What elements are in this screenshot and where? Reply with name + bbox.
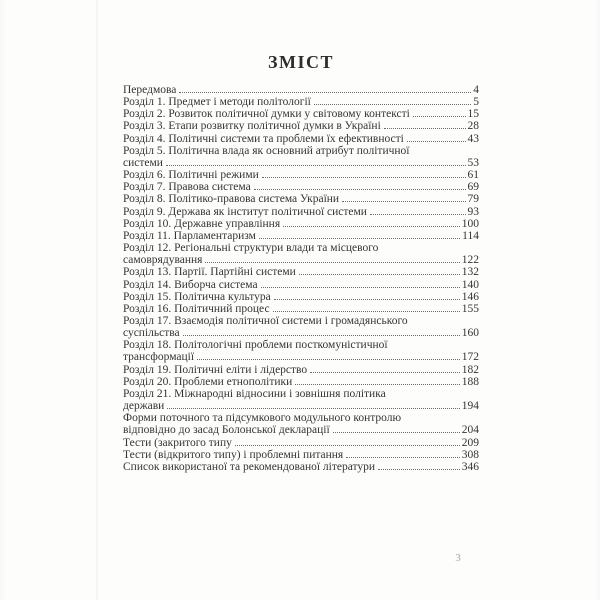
toc-entry xyxy=(123,84,479,96)
toc-entry xyxy=(123,400,479,412)
dot-leader xyxy=(274,299,460,300)
toc-entry xyxy=(123,157,479,169)
toc-entry xyxy=(123,376,479,388)
toc-entry-page: 132 xyxy=(461,266,479,279)
toc-entry-title: Розділ 7. Правова система xyxy=(123,181,251,194)
toc-entry-title: Список використаної та рекомендованої літератури xyxy=(123,460,376,473)
dot-leader xyxy=(167,408,459,409)
toc-entry-title: Розділ 13. Партії. Партійні системи xyxy=(123,266,296,279)
toc-entry-title: Розділ 17. Взаємодія політичної системи і громадянського xyxy=(123,314,408,327)
toc-entry-title: самоврядування xyxy=(123,254,203,267)
toc-entry xyxy=(123,291,479,303)
toc-entry-page: 194 xyxy=(461,400,479,413)
toc-entry-page: 43 xyxy=(467,132,479,145)
toc-entry-title: Розділ 6. Політичні режими xyxy=(123,169,259,182)
toc-entry-title: Передмова xyxy=(123,84,177,96)
toc-entry xyxy=(123,206,479,218)
toc-entry-title: Розділ 5. Політична влада як основний атрибут політичної xyxy=(123,144,410,157)
toc-entry xyxy=(123,424,479,436)
toc-entry-page: 346 xyxy=(461,460,479,473)
dot-leader xyxy=(262,177,466,178)
dot-leader xyxy=(197,359,460,360)
toc-entry-wrap-line xyxy=(123,339,479,351)
toc-entry xyxy=(123,108,479,120)
toc-entry xyxy=(123,230,479,242)
toc-entry-title: Розділ 1. Предмет і методи політології xyxy=(123,96,311,109)
dot-leader xyxy=(314,104,471,105)
toc-entry-page: 100 xyxy=(461,217,479,230)
toc-entry xyxy=(123,279,479,291)
dot-leader xyxy=(205,262,459,263)
toc-entry xyxy=(123,364,479,376)
dot-leader xyxy=(295,384,459,385)
toc-entry-page: 209 xyxy=(461,436,479,449)
toc-entry-title: Розділ 11. Парламентаризм xyxy=(123,229,256,242)
toc-entry-title: Розділ 16. Політичний процес xyxy=(123,302,270,315)
toc-list xyxy=(123,84,479,473)
dot-leader xyxy=(166,165,466,166)
toc-entry xyxy=(123,193,479,205)
toc-entry xyxy=(123,351,479,363)
toc-entry-title: Розділ 21. Міжнародні відносини і зовнішня політика xyxy=(123,387,386,400)
toc-entry-page: 188 xyxy=(461,375,479,388)
toc-entry-page: 114 xyxy=(462,229,479,242)
dot-leader xyxy=(261,287,460,288)
dot-leader xyxy=(259,238,460,239)
dot-leader xyxy=(299,274,460,275)
toc-entry-title: Розділ 15. Політична культура xyxy=(123,290,271,303)
dot-leader xyxy=(346,457,460,458)
dot-leader xyxy=(183,335,460,336)
dot-leader xyxy=(283,226,460,227)
toc-entry-wrap-line xyxy=(123,242,479,254)
scan-edge-artifact xyxy=(96,0,98,600)
toc-entry-page: 53 xyxy=(467,156,479,169)
toc-entry-title: відповідно до засад Болонської декларації xyxy=(123,424,330,437)
toc-entry xyxy=(123,218,479,230)
toc-entry-page: 172 xyxy=(461,351,479,364)
toc-entry-page: 182 xyxy=(461,363,479,376)
dot-leader xyxy=(413,116,466,117)
toc-entry-title: Розділ 12. Регіональні структури влади та місцевого xyxy=(123,242,379,255)
toc-entry-wrap-line xyxy=(123,145,479,157)
toc-entry-title: Розділ 10. Державне управління xyxy=(123,217,281,230)
dot-leader xyxy=(310,372,460,373)
toc-entry-wrap-line xyxy=(123,315,479,327)
toc-entry-page: 28 xyxy=(467,120,479,133)
toc-entry xyxy=(123,120,479,132)
toc-entry-title: Тести (відкритого типу) і проблемні питання xyxy=(123,448,344,461)
dot-leader xyxy=(254,189,466,190)
toc-entry xyxy=(123,96,479,108)
toc-entry-title: Розділ 4. Політичні системи та проблеми їх ефективності xyxy=(123,132,404,145)
toc-entry xyxy=(123,437,479,449)
toc-entry-title: Тести (закритого типу xyxy=(123,436,232,449)
toc-entry-title: системи xyxy=(123,156,163,169)
toc-entry-page: 79 xyxy=(467,193,479,206)
toc-entry xyxy=(123,327,479,339)
toc-entry-title: Розділ 19. Політичні еліти і лідерство xyxy=(123,363,308,376)
toc-entry-title: трансформації xyxy=(123,351,195,364)
toc-entry-page: 69 xyxy=(467,181,479,194)
dot-leader xyxy=(235,445,460,446)
toc-entry xyxy=(123,254,479,266)
dot-leader xyxy=(378,469,460,470)
toc-entry-wrap-line xyxy=(123,388,479,400)
toc-entry-page: 140 xyxy=(461,278,479,291)
toc-entry-page: 308 xyxy=(461,448,479,461)
toc-entry xyxy=(123,266,479,278)
toc-entry-title: Розділ 8. Політико-правова система України xyxy=(123,193,340,206)
toc-entry xyxy=(123,181,479,193)
toc-entry xyxy=(123,169,479,181)
dot-leader xyxy=(273,311,460,312)
dot-leader xyxy=(179,92,471,93)
toc-title: ЗМІСТ xyxy=(268,52,334,72)
toc-entry-page: 61 xyxy=(467,169,479,182)
toc-entry-title: Розділ 14. Виборча система xyxy=(123,278,258,291)
dot-leader xyxy=(384,128,466,129)
toc-entry-wrap-line xyxy=(123,412,479,424)
toc-entry-title: Розділ 2. Розвиток політичної думки у світовому контексті xyxy=(123,108,410,121)
toc-entry-title: суспільства xyxy=(123,327,180,340)
toc-entry-page: 93 xyxy=(467,205,479,218)
dot-leader xyxy=(370,214,466,215)
toc-entry-title: держави xyxy=(123,400,165,413)
dot-leader xyxy=(342,201,465,202)
toc-entry-title: Розділ 3. Етапи розвитку політичної думки в Україні xyxy=(123,120,381,133)
toc-entry xyxy=(123,449,479,461)
page-number: 3 xyxy=(455,552,461,564)
toc-entry-page: 15 xyxy=(467,108,479,121)
toc-entry-title: Розділ 20. Проблеми етнополітики xyxy=(123,375,293,388)
toc-entry-page: 204 xyxy=(461,424,479,437)
dot-leader xyxy=(333,432,460,433)
dot-leader xyxy=(407,141,466,142)
toc-entry-title: Розділ 18. Політологічні проблеми посткомуністичної xyxy=(123,339,388,352)
toc-entry-page: 160 xyxy=(461,327,479,340)
toc-entry-title: Форми поточного та підсумкового модульного контролю xyxy=(123,412,402,425)
toc-entry xyxy=(123,303,479,315)
toc-entry-page: 5 xyxy=(473,96,479,109)
toc-entry xyxy=(123,461,479,473)
toc-entry-page: 122 xyxy=(461,254,479,267)
toc-entry-page: 146 xyxy=(461,290,479,303)
toc-entry-page: 4 xyxy=(473,84,479,96)
toc-entry-title: Розділ 9. Держава як інститут політичної системи xyxy=(123,205,367,218)
toc-entry xyxy=(123,133,479,145)
toc-entry-page: 155 xyxy=(461,302,479,315)
